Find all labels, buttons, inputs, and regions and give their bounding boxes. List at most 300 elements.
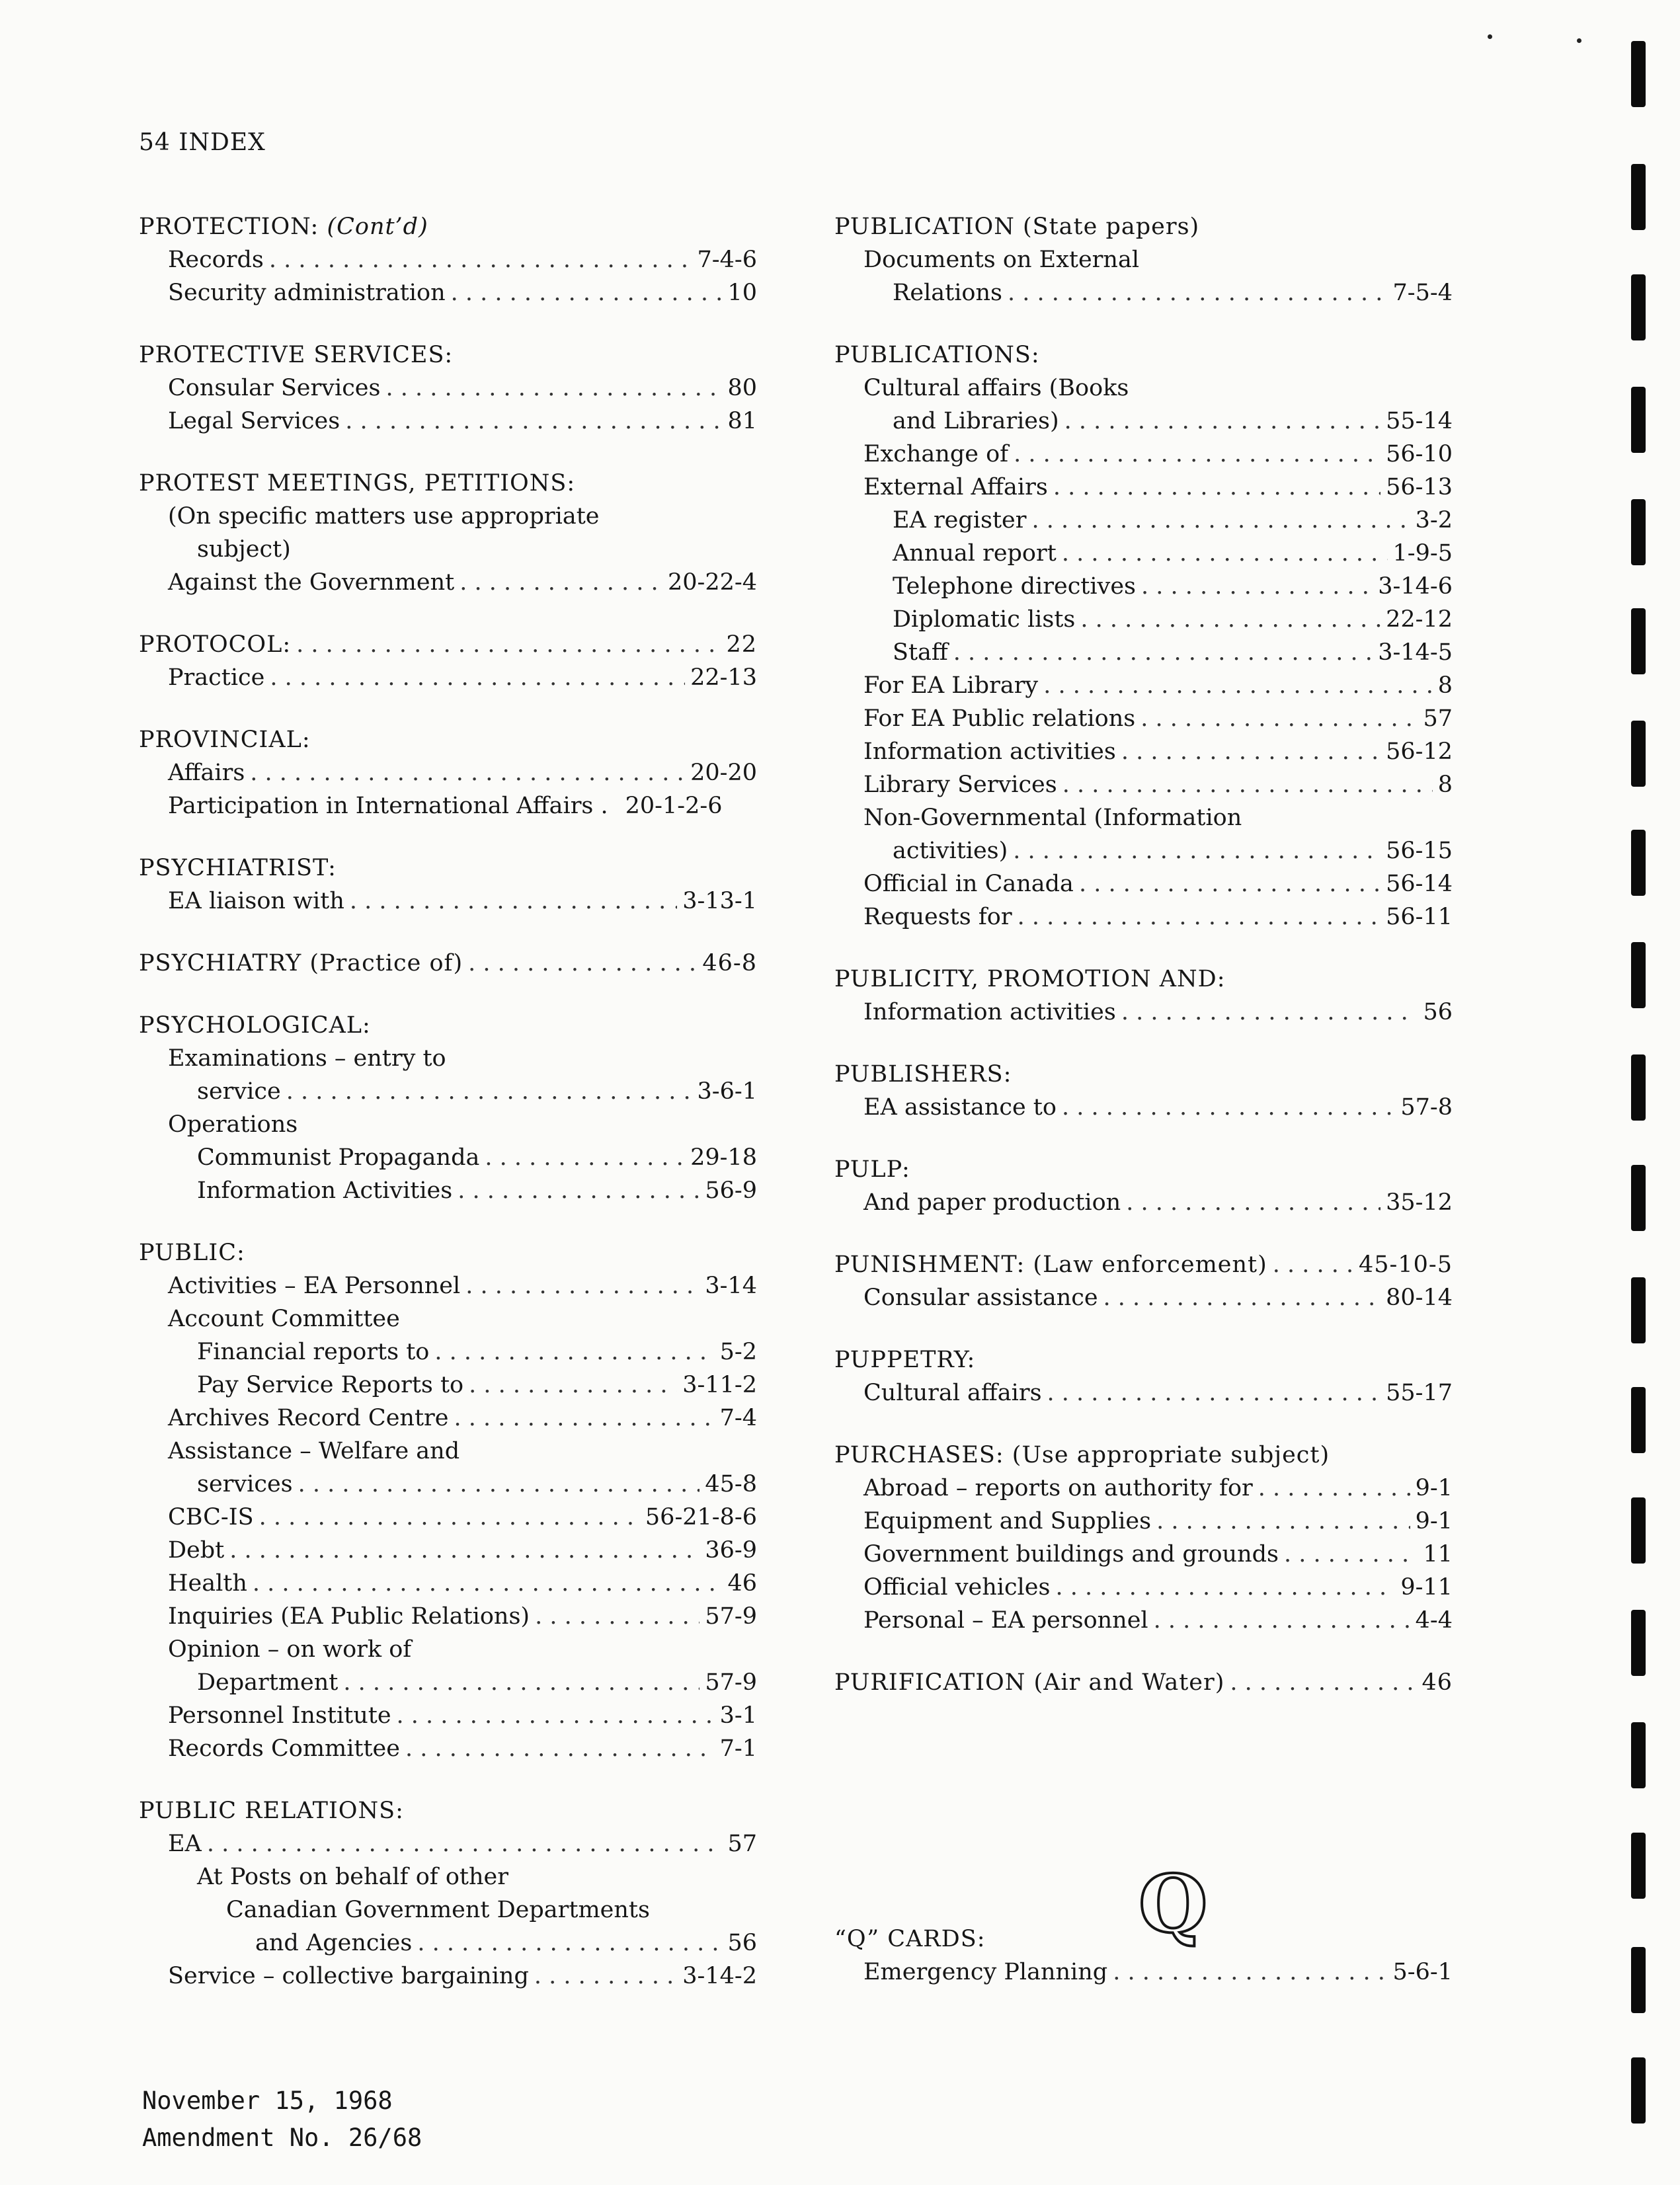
index-entry — [834, 1472, 1453, 1505]
leader-dots — [1031, 504, 1410, 537]
entry-page-ref: 1-9-5 — [1392, 540, 1453, 567]
section-heading — [834, 210, 1453, 243]
index-section — [139, 338, 757, 438]
index-entry — [834, 735, 1453, 768]
index-entry — [139, 1827, 757, 1860]
entry-label: EA — [168, 1831, 202, 1857]
entry-page-ref: 36-9 — [705, 1537, 757, 1564]
index-entry — [834, 1091, 1453, 1124]
index-entry — [139, 1402, 757, 1435]
index-subheading — [834, 372, 1453, 405]
index-section — [139, 723, 757, 822]
entry-label: Information Activities — [197, 1177, 453, 1204]
leader-dots — [385, 372, 722, 405]
index-entry — [834, 768, 1453, 801]
entry-label: External Affairs — [863, 474, 1048, 500]
leader-dots — [1062, 537, 1388, 570]
entry-page-ref: 55-17 — [1386, 1380, 1453, 1406]
leader-dots — [458, 1174, 700, 1207]
section-heading — [139, 852, 757, 885]
entry-label: Archives Record Centre — [168, 1405, 449, 1431]
section-letter-q: Q — [1139, 1858, 1208, 1951]
entry-label: Records Committee — [168, 1735, 400, 1762]
index-column-right — [834, 210, 1453, 2018]
index-entry — [834, 867, 1453, 900]
index-section — [834, 1439, 1453, 1637]
entry-page-ref: 80-14 — [1386, 1285, 1453, 1311]
index-section — [139, 947, 757, 980]
page-header: 54 INDEX — [139, 129, 266, 156]
index-section — [834, 1666, 1453, 1699]
section-heading — [139, 628, 757, 661]
binder-hole-mark — [1631, 164, 1646, 230]
index-entry — [139, 1699, 757, 1732]
entry-label: Cultural affairs — [863, 1380, 1042, 1406]
index-entry — [139, 789, 757, 822]
entry-page-ref: 81 — [727, 408, 757, 434]
entry-page-ref: 45-8 — [705, 1471, 757, 1497]
leader-dots — [253, 1567, 723, 1600]
index-entry — [834, 636, 1453, 669]
entry-page-ref: 9-1 — [1415, 1508, 1453, 1534]
leader-dots — [1140, 702, 1418, 735]
leader-dots — [1126, 1186, 1380, 1219]
entry-label: Examinations – entry to — [168, 1045, 446, 1072]
entry-label: Against the Government — [168, 569, 455, 596]
section-heading-label: PSYCHIATRY (Practice of) — [139, 950, 463, 976]
entry-label: Cultural affairs (Books — [863, 375, 1129, 401]
entry-label: Requests for — [863, 904, 1012, 930]
section-heading — [139, 1236, 757, 1269]
entry-page-ref: 46 — [727, 1570, 757, 1597]
section-heading — [139, 467, 757, 500]
leader-dots — [286, 1075, 692, 1108]
index-entry — [139, 1960, 757, 1993]
index-entry — [834, 834, 1453, 867]
index-entry — [139, 1369, 757, 1402]
binder-hole-mark — [1631, 1610, 1646, 1676]
leader-dots — [1062, 1091, 1395, 1124]
entry-page-ref: 56-9 — [705, 1177, 757, 1204]
margin-speck — [1488, 34, 1492, 39]
index-subheading — [139, 1893, 757, 1927]
section-heading-label: PROTOCOL: — [139, 631, 292, 658]
leader-dots — [296, 628, 721, 661]
entry-label: EA assistance to — [863, 1094, 1057, 1121]
leader-dots — [1008, 276, 1388, 309]
index-subheading — [139, 1108, 757, 1141]
binder-hole-mark — [1631, 387, 1646, 453]
section-heading — [834, 1439, 1453, 1472]
entry-label: Telephone directives — [893, 573, 1136, 600]
leader-dots — [405, 1732, 715, 1765]
index-entry — [834, 1186, 1453, 1219]
section-heading — [139, 210, 757, 243]
index-entry — [834, 900, 1453, 934]
entry-page-ref: 5-6-1 — [1392, 1959, 1453, 1985]
index-entry — [139, 1174, 757, 1207]
entry-label: Diplomatic lists — [893, 606, 1076, 633]
section-heading-label: PULP: — [834, 1156, 910, 1183]
entry-label: Participation in International Affairs . — [168, 793, 608, 819]
entry-page-ref: 56-11 — [1386, 904, 1453, 930]
entry-label: Inquiries (EA Public Relations) — [168, 1603, 530, 1630]
section-heading — [139, 723, 757, 756]
entry-label: Affairs — [168, 760, 245, 786]
entry-page-ref: 57 — [727, 1831, 757, 1857]
index-entry — [139, 1732, 757, 1765]
entry-page-ref: 57 — [1423, 705, 1453, 732]
index-entry — [139, 1666, 757, 1699]
binder-hole-mark — [1631, 608, 1646, 674]
footer — [142, 2083, 422, 2157]
leader-dots — [1121, 735, 1380, 768]
leader-dots — [1273, 1248, 1353, 1281]
entry-page-ref: 10 — [727, 280, 757, 306]
section-heading-label: PUBLICATIONS: — [834, 342, 1040, 368]
index-entry — [139, 756, 757, 789]
index-entry — [834, 504, 1453, 537]
leader-dots — [1047, 1376, 1381, 1410]
binder-hole-mark — [1631, 499, 1646, 565]
index-subheading — [834, 243, 1453, 276]
binder-hole-mark — [1631, 1722, 1646, 1788]
leader-dots — [1284, 1538, 1418, 1571]
binder-hole-mark — [1631, 274, 1646, 340]
section-heading — [139, 338, 757, 372]
entry-page-ref: 4-4 — [1415, 1607, 1453, 1634]
index-section — [834, 1153, 1453, 1219]
entry-label: Abroad – reports on authority for — [863, 1475, 1253, 1501]
section-heading-label: PSYCHOLOGICAL: — [139, 1012, 371, 1039]
section-heading-label: PROTECTIVE SERVICES: — [139, 342, 454, 368]
entry-label: Account Committee — [168, 1306, 400, 1332]
index-section — [139, 1009, 757, 1207]
leader-dots — [460, 566, 662, 599]
index-section — [139, 210, 757, 309]
section-heading — [139, 1009, 757, 1042]
entry-page-ref: 57-9 — [705, 1669, 757, 1696]
leader-dots — [1053, 471, 1380, 504]
section-heading-label: PUNISHMENT: (Law enforcement) — [834, 1251, 1267, 1278]
entry-label: activities) — [893, 838, 1008, 864]
section-heading — [834, 1248, 1453, 1281]
entry-page-ref: 20-22-4 — [668, 569, 757, 596]
entry-page-ref: 20-1-2-6 — [625, 793, 723, 819]
entry-page-ref: 56-10 — [1386, 441, 1453, 467]
entry-label: services — [197, 1471, 293, 1497]
section-heading-label: PUBLICITY, PROMOTION AND: — [834, 966, 1226, 992]
leader-dots — [417, 1927, 722, 1960]
entry-label: Canadian Government Departments — [226, 1897, 650, 1923]
binder-hole-mark — [1631, 1165, 1646, 1231]
index-entry — [834, 537, 1453, 570]
leader-dots — [250, 756, 685, 789]
index-entry — [139, 1501, 757, 1534]
entry-label: Health — [168, 1570, 247, 1597]
leader-dots — [1079, 867, 1380, 900]
index-entry — [139, 1534, 757, 1567]
entry-label: And paper production — [863, 1189, 1121, 1216]
entry-page-ref: 35-12 — [1386, 1189, 1453, 1216]
entry-page-ref: 80 — [727, 375, 757, 401]
leader-dots — [298, 1468, 700, 1501]
entry-page-ref: 7-5-4 — [1392, 280, 1453, 306]
entry-page-ref: 9-1 — [1415, 1475, 1453, 1501]
heading-page-ref: 22 — [726, 631, 757, 658]
entry-label: EA register — [893, 507, 1027, 534]
section-heading-label: PUBLIC RELATIONS: — [139, 1798, 404, 1824]
leader-dots — [1113, 1956, 1387, 1989]
entry-page-ref: 22-13 — [690, 664, 757, 691]
index-entry — [139, 1927, 757, 1960]
leader-dots — [1043, 669, 1433, 702]
binder-hole-mark — [1631, 41, 1646, 107]
index-section — [139, 1236, 757, 1765]
section-heading — [139, 947, 757, 980]
heading-page-ref: 45-10-5 — [1359, 1251, 1453, 1278]
index-entry — [139, 1269, 757, 1302]
binder-hole-mark — [1631, 1947, 1646, 2013]
entry-page-ref: 56-15 — [1386, 838, 1453, 864]
section-heading-label: PROTEST MEETINGS, PETITIONS: — [139, 470, 576, 497]
index-entry — [834, 276, 1453, 309]
index-section — [139, 1794, 757, 1993]
leader-dots — [269, 243, 692, 276]
binder-hole-mark — [1631, 1387, 1646, 1453]
leader-dots — [1018, 900, 1380, 934]
leader-dots — [451, 276, 723, 309]
index-entry — [139, 372, 757, 405]
entry-page-ref: 3-2 — [1415, 507, 1453, 534]
entry-label: Information activities — [863, 999, 1116, 1025]
entry-label: Information activities — [863, 738, 1116, 765]
entry-page-ref: 3-14-6 — [1378, 573, 1453, 600]
leader-dots — [468, 947, 697, 980]
leader-dots — [465, 1269, 700, 1302]
entry-page-ref: 5-2 — [719, 1339, 757, 1365]
leader-dots — [1141, 570, 1373, 603]
leader-dots — [345, 405, 722, 438]
entry-label: At Posts on behalf of other — [197, 1864, 508, 1890]
index-entry — [834, 702, 1453, 735]
entry-label: Communist Propaganda — [197, 1144, 480, 1171]
entry-label: Opinion – on work of — [168, 1636, 412, 1663]
leader-dots — [535, 1600, 700, 1633]
index-entry — [139, 1075, 757, 1108]
index-section — [834, 210, 1453, 309]
leader-dots — [207, 1827, 723, 1860]
leader-dots — [469, 1369, 677, 1402]
entry-label: Practice — [168, 664, 265, 691]
index-entry — [139, 566, 757, 599]
entry-page-ref: 8 — [1437, 772, 1453, 798]
index-entry — [139, 405, 757, 438]
entry-page-ref: 3-14-2 — [682, 1963, 757, 1989]
section-heading — [834, 1343, 1453, 1376]
leader-dots — [434, 1335, 714, 1369]
entry-label: Assistance – Welfare and — [168, 1438, 460, 1464]
index-entry — [834, 1376, 1453, 1410]
index-section — [834, 963, 1453, 1029]
index-entry — [139, 1600, 757, 1633]
leader-dots — [270, 661, 685, 694]
entry-label: Financial reports to — [197, 1339, 430, 1365]
entry-page-ref: 7-4-6 — [697, 247, 757, 273]
entry-label: Staff — [893, 639, 948, 666]
entry-page-ref: 57-8 — [1400, 1094, 1453, 1121]
entry-page-ref: 55-14 — [1386, 408, 1453, 434]
entry-page-ref: 22-12 — [1386, 606, 1453, 633]
leader-dots — [1080, 603, 1380, 636]
section-heading — [834, 1666, 1453, 1699]
leader-dots — [485, 1141, 685, 1174]
leader-dots — [1156, 1505, 1410, 1538]
entry-page-ref: 56-21-8-6 — [645, 1504, 757, 1530]
leader-dots — [1103, 1281, 1381, 1314]
leader-dots — [397, 1699, 715, 1732]
index-entry — [834, 603, 1453, 636]
entry-label: Official in Canada — [863, 871, 1074, 897]
entry-label: Personal – EA personnel — [863, 1607, 1148, 1634]
heading-page-ref: 46-8 — [702, 950, 757, 976]
section-heading-label: PUBLISHERS: — [834, 1061, 1012, 1088]
index-subheading — [834, 801, 1453, 834]
entry-page-ref: 3-11-2 — [682, 1372, 757, 1398]
index-section — [834, 1058, 1453, 1124]
section-heading-label: PSYCHIATRIST: — [139, 855, 337, 881]
index-subheading — [139, 1435, 757, 1468]
entry-label: Legal Services — [168, 408, 340, 434]
index-section — [139, 852, 757, 918]
entry-page-ref: 8 — [1437, 672, 1453, 699]
index-subheading — [139, 1860, 757, 1893]
index-entry — [834, 1538, 1453, 1571]
footer-amendment: Amendment No. 26/68 — [142, 2124, 422, 2152]
footer-date: November 15, 1968 — [142, 2086, 393, 2115]
index-subheading — [139, 1302, 757, 1335]
section-heading-label: PUBLICATION (State papers) — [834, 214, 1200, 240]
entry-page-ref: 7-4 — [719, 1405, 757, 1431]
entry-label: (On specific matters use appropriate — [168, 503, 600, 530]
entry-page-ref: 20-20 — [690, 760, 757, 786]
binder-hole-mark — [1631, 721, 1646, 787]
heading-page-ref: 46 — [1421, 1669, 1453, 1696]
index-section — [139, 628, 757, 694]
entry-page-ref: 9-11 — [1400, 1574, 1453, 1601]
index-entry — [834, 471, 1453, 504]
entry-label: Official vehicles — [863, 1574, 1051, 1601]
entry-page-ref: 3-1 — [719, 1702, 757, 1729]
section-heading — [834, 1153, 1453, 1186]
entry-label: Consular assistance — [863, 1285, 1098, 1311]
index-column-left — [139, 210, 757, 2022]
entry-label: subject) — [197, 536, 291, 563]
entry-label: Debt — [168, 1537, 225, 1564]
entry-label: and Agencies — [255, 1930, 413, 1956]
leader-dots — [1121, 996, 1418, 1029]
entry-page-ref: 7-1 — [719, 1735, 757, 1762]
entry-label: Relations — [893, 280, 1002, 306]
leader-dots — [454, 1402, 714, 1435]
index-entry — [834, 405, 1453, 438]
entry-label: Government buildings and grounds — [863, 1541, 1279, 1568]
entry-label: Operations — [168, 1111, 298, 1138]
index-subheading — [139, 1042, 757, 1075]
section-heading-label: PURCHASES: (Use appropriate subject) — [834, 1442, 1330, 1468]
section-heading — [834, 963, 1453, 996]
entry-label: Pay Service Reports to — [197, 1372, 464, 1398]
index-entry — [834, 669, 1453, 702]
entry-label: Non-Governmental (Information — [863, 805, 1242, 831]
entry-page-ref: 57-9 — [705, 1603, 757, 1630]
index-entry — [834, 1604, 1453, 1637]
index-entry — [834, 1571, 1453, 1604]
entry-page-ref: 11 — [1423, 1541, 1453, 1568]
entry-page-ref: 56 — [1423, 999, 1453, 1025]
section-heading-label: PROTECTION: — [139, 214, 327, 240]
entry-label: Annual report — [893, 540, 1057, 567]
index-subheading — [139, 1633, 757, 1666]
leader-dots — [1062, 768, 1433, 801]
binder-hole-mark — [1631, 1277, 1646, 1343]
index-entry — [834, 570, 1453, 603]
entry-label: For EA Public relations — [863, 705, 1136, 732]
entry-label: Activities – EA Personnel — [168, 1273, 461, 1299]
leader-dots — [1055, 1571, 1395, 1604]
leader-dots — [350, 885, 677, 918]
index-entry — [834, 1505, 1453, 1538]
leader-dots — [1013, 834, 1380, 867]
index-section — [139, 467, 757, 599]
section-heading-label: PUPPETRY: — [834, 1347, 976, 1373]
section-heading-note: (Cont’d) — [327, 214, 428, 240]
binder-hole-mark — [1631, 830, 1646, 896]
entry-label: Department — [197, 1669, 339, 1696]
index-section — [834, 1343, 1453, 1410]
index-section — [834, 1248, 1453, 1314]
entry-page-ref: 3-14-5 — [1378, 639, 1453, 666]
leader-dots — [953, 636, 1373, 669]
leader-dots — [534, 1960, 677, 1993]
leader-dots — [229, 1534, 700, 1567]
index-subheading — [139, 533, 757, 566]
index-entry — [139, 1335, 757, 1369]
entry-page-ref: 3-13-1 — [682, 888, 757, 914]
leader-dots — [259, 1501, 640, 1534]
entry-page-ref: 56-13 — [1386, 474, 1453, 500]
entry-label: EA liaison with — [168, 888, 344, 914]
index-entry — [834, 1956, 1453, 1989]
entry-label: Personnel Institute — [168, 1702, 391, 1729]
entry-label: Equipment and Supplies — [863, 1508, 1152, 1534]
index-section — [834, 338, 1453, 934]
index-entry — [834, 438, 1453, 471]
entry-page-ref: 56-12 — [1386, 738, 1453, 765]
entry-page-ref: 3-14 — [705, 1273, 757, 1299]
section-heading — [139, 1794, 757, 1827]
binder-hole-mark — [1631, 1054, 1646, 1121]
section-heading-label: PUBLIC: — [139, 1240, 245, 1266]
entry-page-ref: 56-14 — [1386, 871, 1453, 897]
index-entry — [139, 1141, 757, 1174]
entry-page-ref: 56 — [727, 1930, 757, 1956]
binder-hole-mark — [1631, 1497, 1646, 1564]
entry-label: service — [197, 1078, 281, 1105]
entry-label: Documents on External — [863, 247, 1140, 273]
binder-hole-mark — [1631, 2057, 1646, 2124]
section-heading-label: PURIFICATION (Air and Water) — [834, 1669, 1225, 1696]
